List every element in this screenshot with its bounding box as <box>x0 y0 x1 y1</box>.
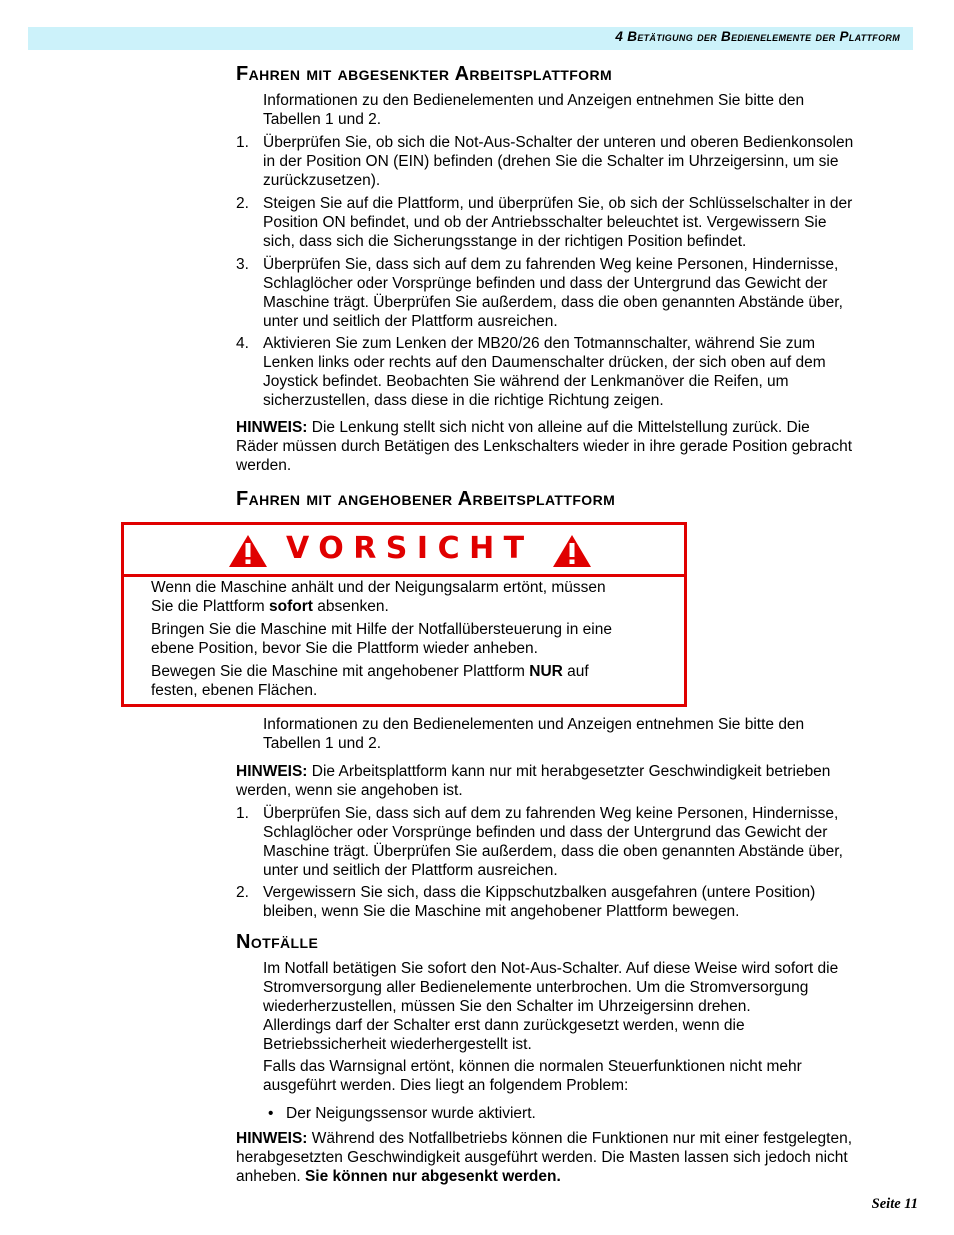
section-title-emergencies: Notfälle <box>236 931 319 953</box>
note-label: HINWEIS: <box>236 1130 308 1147</box>
warning-triangle-icon <box>552 534 592 568</box>
page-number: Seite 11 <box>871 1196 918 1212</box>
chapter-title: 4 Betätigung der Bedienelemente der Plattform <box>615 29 900 44</box>
list-item: Aktivieren Sie zum Lenken der MB20/26 den Totmannschalter, während Sie zum Lenken links oder rechts auf den Daumenschalter drücken, der sich oben auf dem Joystick befindet. Beobachten Sie während der Lenkmanöver die Reifen, um sicherzustellen, dass diese in die richtige Richtung zeigen. <box>263 335 826 409</box>
caution-text: Wenn die Maschine anhält und der Neigungsalarm ertönt, müssen Sie die Plattform sofort absenken. <box>151 579 606 615</box>
step-number: 3. <box>236 256 249 273</box>
step-number: 1. <box>236 134 249 151</box>
caution-title: VORSICHT <box>286 531 534 566</box>
emergency-paragraph: Im Notfall betätigen Sie sofort den Not-Aus-Schalter. Auf diese Weise wird sofort die Stromversorgung aller Bedienelemente unterbrochen. Um die Stromversorgung wiederherzustellen, müssen Sie den Schalter im Uhrzeigersinn drehen. Allerdings darf der Schalter erst dann zurückgesetzt werden, wenn die Betriebssicherheit wiederhergestellt ist. <box>263 960 839 1053</box>
emergency-paragraph: Falls das Warnsignal ertönt, können die normalen Steuerfunktionen nicht mehr ausgeführt werden. Dies liegt an folgendem Problem: <box>263 1058 802 1094</box>
warning-triangle-icon <box>228 534 268 568</box>
note-label: HINWEIS: <box>236 763 308 780</box>
list-item: Überprüfen Sie, dass sich auf dem zu fahrenden Weg keine Personen, Hindernisse, Schlaglöcher oder Vorsprünge befinden und dass der Untergrund das Gewicht der Maschine trägt. Überprüfen Sie außerdem, dass die oben genannten Abstände über, unter und seitlich der Plattform ausreichen. <box>263 256 843 330</box>
caution-box <box>121 522 687 707</box>
note: HINWEIS: Die Lenkung stellt sich nicht von alleine auf die Mittelstellung zurück. Die Räder müssen durch Betätigen des Lenkschalters wieder in ihre gerade Position gebracht werden. <box>236 419 853 474</box>
list-item: Überprüfen Sie, ob sich die Not-Aus-Schalter der unteren und oberen Bedienkonsolen in der Position ON (EIN) befinden (drehen Sie die Schalter im Uhrzeigersinn, um sie zurückzusetzen). <box>263 134 854 189</box>
caution-text: Bringen Sie die Maschine mit Hilfe der Notfallübersteuerung in eine ebene Position, bevor Sie die Plattform wieder anheben. <box>151 621 612 657</box>
section1-intro: Informationen zu den Bedienelementen und Anzeigen entnehmen Sie bitte den Tabellen 1 und 2. <box>263 92 805 128</box>
step-number: 2. <box>236 884 249 901</box>
bullet-icon: • <box>268 1105 274 1122</box>
section-title-raised: Fahren mit angehobener Arbeitsplattform <box>236 488 616 510</box>
step-number: 4. <box>236 335 249 352</box>
step-number: 2. <box>236 195 249 212</box>
list-item: Vergewissern Sie sich, dass die Kippschutzbalken ausgefahren (untere Position) bleiben, wenn Sie die Maschine mit angehobener Plattform bewegen. <box>263 884 816 920</box>
note: HINWEIS: Die Arbeitsplattform kann nur mit herabgesetzter Geschwindigkeit betrieben werden, wenn sie angehoben ist. <box>236 763 831 799</box>
note: HINWEIS: Während des Notfallbetriebs können die Funktionen nur mit einer festgelegten, herabgesetzten Geschwindigkeit ausgeführt werden. Die Masten lassen sich jedoch nicht anheben. Sie können nur abgesenkt werden. <box>236 1130 853 1185</box>
section-title-lowered: Fahren mit abgesenkter Arbeitsplattform <box>236 63 613 85</box>
step-number: 1. <box>236 805 249 822</box>
section2-intro: Informationen zu den Bedienelementen und Anzeigen entnehmen Sie bitte den Tabellen 1 und 2. <box>263 716 805 752</box>
note-label: HINWEIS: <box>236 419 308 436</box>
list-item: Überprüfen Sie, dass sich auf dem zu fahrenden Weg keine Personen, Hindernisse, Schlaglöcher oder Vorsprünge befinden und dass der Untergrund das Gewicht der Maschine trägt. Überprüfen Sie außerdem, dass die oben genannten Abstände über, unter und seitlich der Plattform ausreichen. <box>263 805 843 879</box>
list-item: Der Neigungssensor wurde aktiviert. <box>286 1105 536 1122</box>
caution-header <box>124 525 684 577</box>
caution-text: Bewegen Sie die Maschine mit angehobener Plattform NUR auf festen, ebenen Flächen. <box>151 663 589 699</box>
list-item: Steigen Sie auf die Plattform, und überprüfen Sie, ob sich der Schlüsselschalter in der Position ON befindet, und ob der Antriebsschalter beleuchtet ist. Vergewissern Sie sich, dass sich die Sicherungsstange in der richtigen Position befindet. <box>263 195 853 250</box>
